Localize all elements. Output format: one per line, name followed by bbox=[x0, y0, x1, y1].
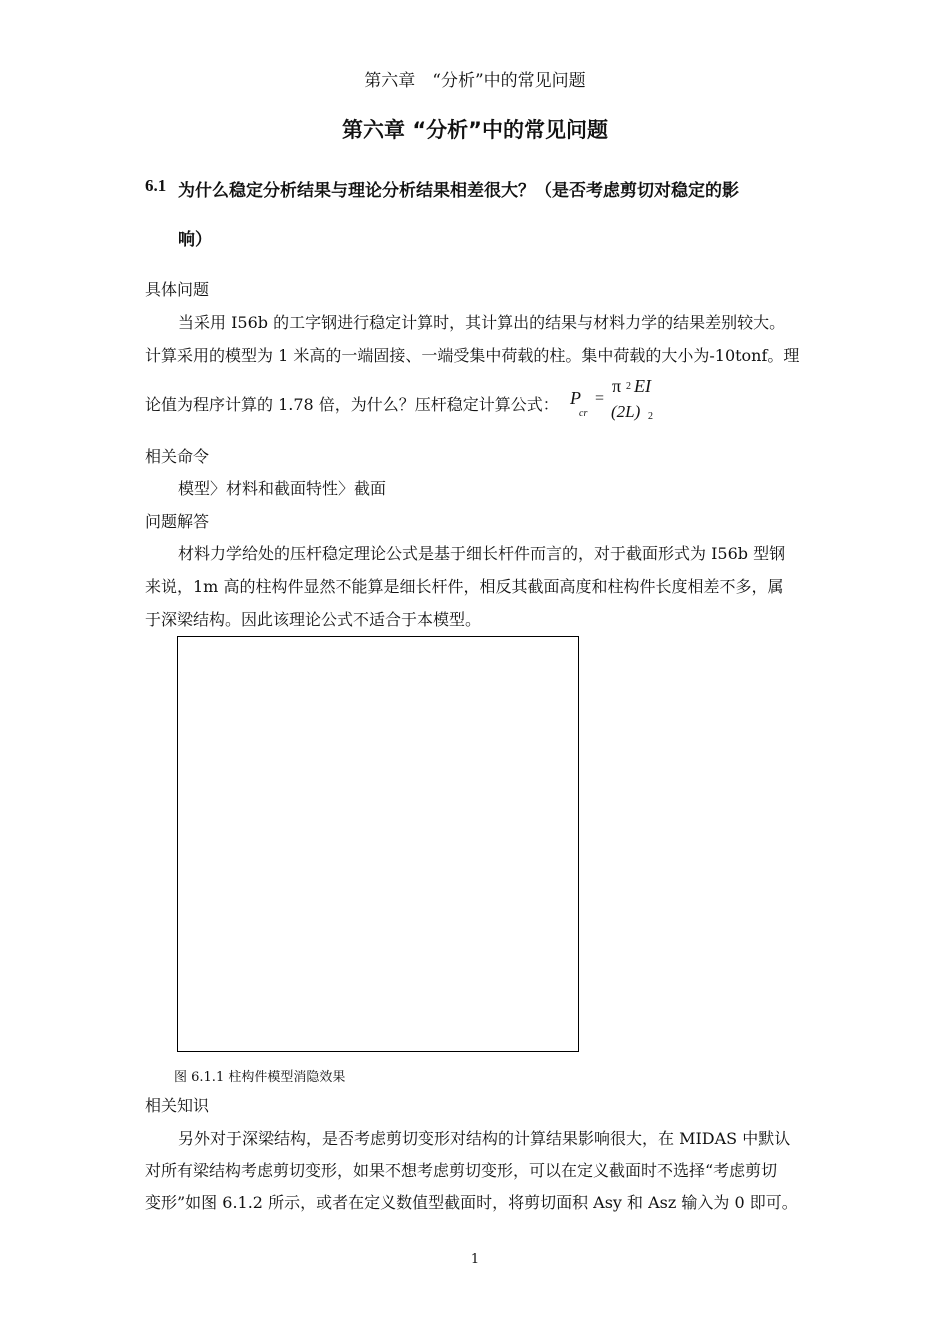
formula-pi: π bbox=[612, 376, 622, 396]
knowledge-label: 相关知识 bbox=[145, 1096, 210, 1115]
page-number: 1 bbox=[470, 1252, 480, 1267]
answer-line3: 于深梁结构。因此该理论公式不适合于本模型。 bbox=[145, 610, 482, 629]
formula-denom-exp: 2 bbox=[648, 411, 653, 422]
question-line1: 当采用 I56b 的工字钢进行稳定计算时，其计算出的结果与材料力学的结果差别较大。 bbox=[178, 313, 786, 332]
command-path: 模型〉材料和截面特性〉截面 bbox=[178, 479, 387, 498]
formula-denominator: (2L) bbox=[611, 402, 641, 421]
formula-sub: cr bbox=[579, 408, 588, 419]
running-header: 第六章 “分析”中的常见问题 bbox=[364, 71, 586, 91]
question-label: 具体问题 bbox=[145, 280, 210, 299]
formula-EI: EI bbox=[634, 376, 651, 396]
figure-frame bbox=[177, 636, 579, 1052]
command-label: 相关命令 bbox=[145, 447, 210, 466]
knowledge-line1: 另外对于深梁结构，是否考虑剪切变形对结构的计算结果影响很大，在 MIDAS 中默认 bbox=[178, 1129, 791, 1148]
formula-equals: = bbox=[595, 390, 605, 407]
section-title-line1: 为什么稳定分析结果与理论分析结果相差很大？（是否考虑剪切对稳定的影 bbox=[178, 181, 739, 201]
buckling-formula bbox=[568, 376, 668, 426]
answer-line2: 来说，1m 高的柱构件显然不能算是细长杆件，相反其截面高度和柱构件长度相差不多，属 bbox=[145, 577, 784, 596]
question-line2: 计算采用的模型为 1 米高的一端固接、一端受集中荷载的柱。集中荷载的大小为-10tonf。理 bbox=[145, 346, 800, 365]
section-number: 6.1 bbox=[145, 176, 167, 195]
figure-caption: 图 6.1.1 柱构件模型消隐效果 bbox=[174, 1070, 346, 1085]
formula-P: P bbox=[570, 388, 581, 408]
section-title-line2: 响） bbox=[178, 230, 212, 250]
knowledge-line2: 对所有梁结构考虑剪切变形，如果不想考虑剪切变形，可以在定义截面时不选择“考虑剪切 bbox=[145, 1161, 778, 1180]
answer-label: 问题解答 bbox=[145, 512, 210, 531]
knowledge-line3: 变形”如图 6.1.2 所示，或者在定义数值型截面时，将剪切面积 Asy 和 Asz 输入为 0 即可。 bbox=[145, 1193, 798, 1212]
chapter-title: 第六章 “分析”中的常见问题 bbox=[342, 118, 608, 142]
answer-line1: 材料力学给处的压杆稳定理论公式是基于细长杆件而言的，对于截面形式为 I56b 型钢 bbox=[178, 544, 786, 563]
formula-pi-exp: 2 bbox=[626, 381, 631, 392]
question-line3: 论值为程序计算的 1.78 倍，为什么？压杆稳定计算公式： bbox=[145, 395, 559, 414]
